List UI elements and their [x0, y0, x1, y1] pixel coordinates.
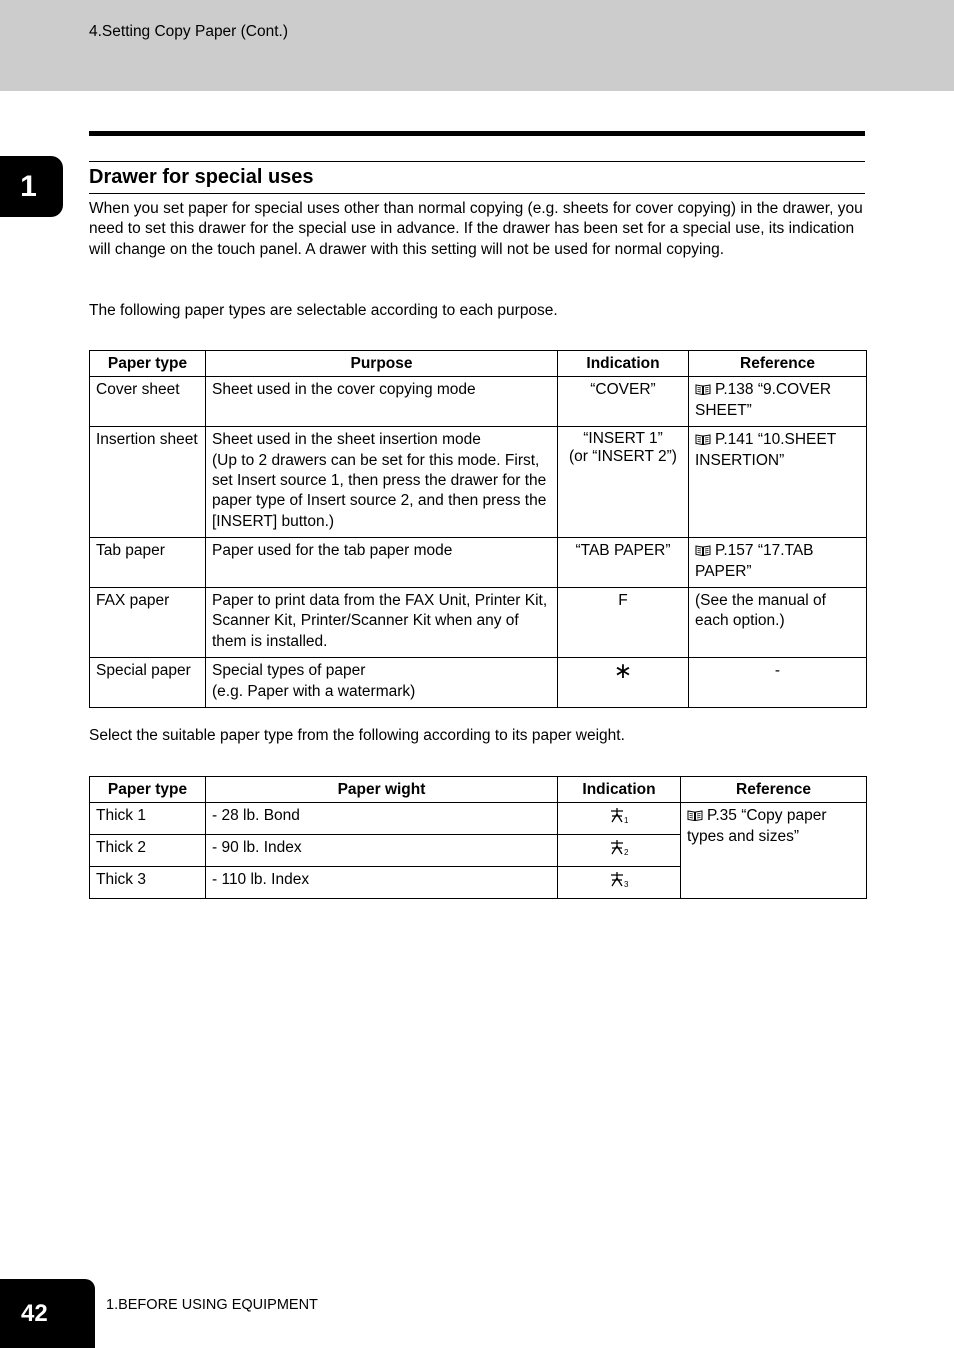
indication-cell: F: [558, 588, 689, 658]
table-row: [90, 377, 867, 427]
page-number: 42: [0, 1279, 95, 1348]
svg-text:1: 1: [624, 816, 629, 826]
paper-weight-cell: - 90 lb. Index: [206, 835, 558, 867]
book-icon: [695, 545, 711, 556]
reference-text: P.138 “9.COVER SHEET”: [695, 381, 832, 419]
paper-type-cell: Thick 3: [90, 867, 206, 899]
purpose-cell: Sheet used in the sheet insertion mode (Up to 2 drawers can be set for this mode. First, set Insert source 1, then press the drawer for the paper type of Insert source 2, and then press the [INSERT] button.): [206, 427, 558, 538]
purpose-cell: Paper to print data from the FAX Unit, Printer Kit, Scanner Kit, Printer/Scanner Kit when any of them is installed.: [206, 588, 558, 658]
column-header: Indication: [558, 351, 689, 377]
reference-cell: [681, 803, 867, 899]
thick-paper-icon: [608, 839, 630, 857]
svg-text:2: 2: [624, 848, 629, 858]
reference-cell: [689, 538, 867, 588]
special-uses-table: [89, 350, 867, 708]
column-header: Purpose: [206, 351, 558, 377]
header-band: [0, 0, 954, 91]
indication-cell: ∗: [558, 658, 689, 708]
weight-paragraph: Select the suitable paper type from the following according to its paper weight.: [89, 727, 625, 744]
purpose-cell: Sheet used in the cover copying mode: [206, 377, 558, 427]
paper-type-cell: Insertion sheet: [90, 427, 206, 538]
paper-type-cell: Cover sheet: [90, 377, 206, 427]
reference-cell: [689, 427, 867, 538]
purpose-cell: Paper used for the tab paper mode: [206, 538, 558, 588]
intro-paragraph: When you set paper for special uses other than normal copying (e.g. sheets for cover copying) in the drawer, you need to set this drawer for the special use in advance. If the drawer has been set for a special use, its indication will change on the touch panel. A drawer with this setting will not be used for normal copying.: [89, 200, 863, 258]
thick-paper-icon: [608, 807, 630, 825]
indication-cell: “TAB PAPER”: [558, 538, 689, 588]
table-row: [90, 658, 867, 708]
reference-text: P.141 “10.SHEET INSERTION”: [695, 431, 836, 469]
column-header: Paper type: [90, 351, 206, 377]
book-icon: [695, 384, 711, 395]
book-icon: [695, 434, 711, 445]
reference-cell: -: [689, 658, 867, 708]
column-header: Paper type: [90, 777, 206, 803]
paper-type-cell: Thick 1: [90, 803, 206, 835]
column-header: Reference: [681, 777, 867, 803]
paper-type-cell: Tab paper: [90, 538, 206, 588]
table-row: [90, 538, 867, 588]
table-row: [90, 803, 867, 835]
indication-cell: [558, 803, 681, 835]
reference-cell: (See the manual of each option.): [689, 588, 867, 658]
paper-weight-table: [89, 776, 867, 899]
column-header: Reference: [689, 351, 867, 377]
purpose-cell: Special types of paper (e.g. Paper with a watermark): [206, 658, 558, 708]
running-footer: 1.BEFORE USING EQUIPMENT: [106, 1297, 318, 1313]
table-row: [90, 588, 867, 658]
table-header-row: [90, 351, 867, 377]
book-icon: [687, 810, 703, 821]
table-header-row: [90, 777, 867, 803]
section-title: Drawer for special uses: [89, 161, 865, 194]
chapter-tab: 1: [0, 156, 63, 217]
paper-weight-cell: - 28 lb. Bond: [206, 803, 558, 835]
indication-cell: “INSERT 1” (or “INSERT 2”): [558, 427, 689, 538]
reference-text: P.35 “Copy paper types and sizes”: [687, 807, 827, 845]
indication-cell: [558, 867, 681, 899]
section-divider: [89, 131, 865, 136]
column-header: Paper wight: [206, 777, 558, 803]
running-header: 4.Setting Copy Paper (Cont.): [89, 23, 289, 40]
paper-type-cell: Thick 2: [90, 835, 206, 867]
reference-text: P.157 “17.TAB PAPER”: [695, 542, 814, 580]
paper-weight-cell: - 110 lb. Index: [206, 867, 558, 899]
paper-type-cell: FAX paper: [90, 588, 206, 658]
paper-type-cell: Special paper: [90, 658, 206, 708]
indication-cell: “COVER”: [558, 377, 689, 427]
svg-text:3: 3: [624, 880, 629, 890]
intro-paragraph-2: The following paper types are selectable according to each purpose.: [89, 302, 558, 319]
reference-cell: [689, 377, 867, 427]
column-header: Indication: [558, 777, 681, 803]
indication-cell: [558, 835, 681, 867]
thick-paper-icon: [608, 871, 630, 889]
table-row: [90, 427, 867, 538]
